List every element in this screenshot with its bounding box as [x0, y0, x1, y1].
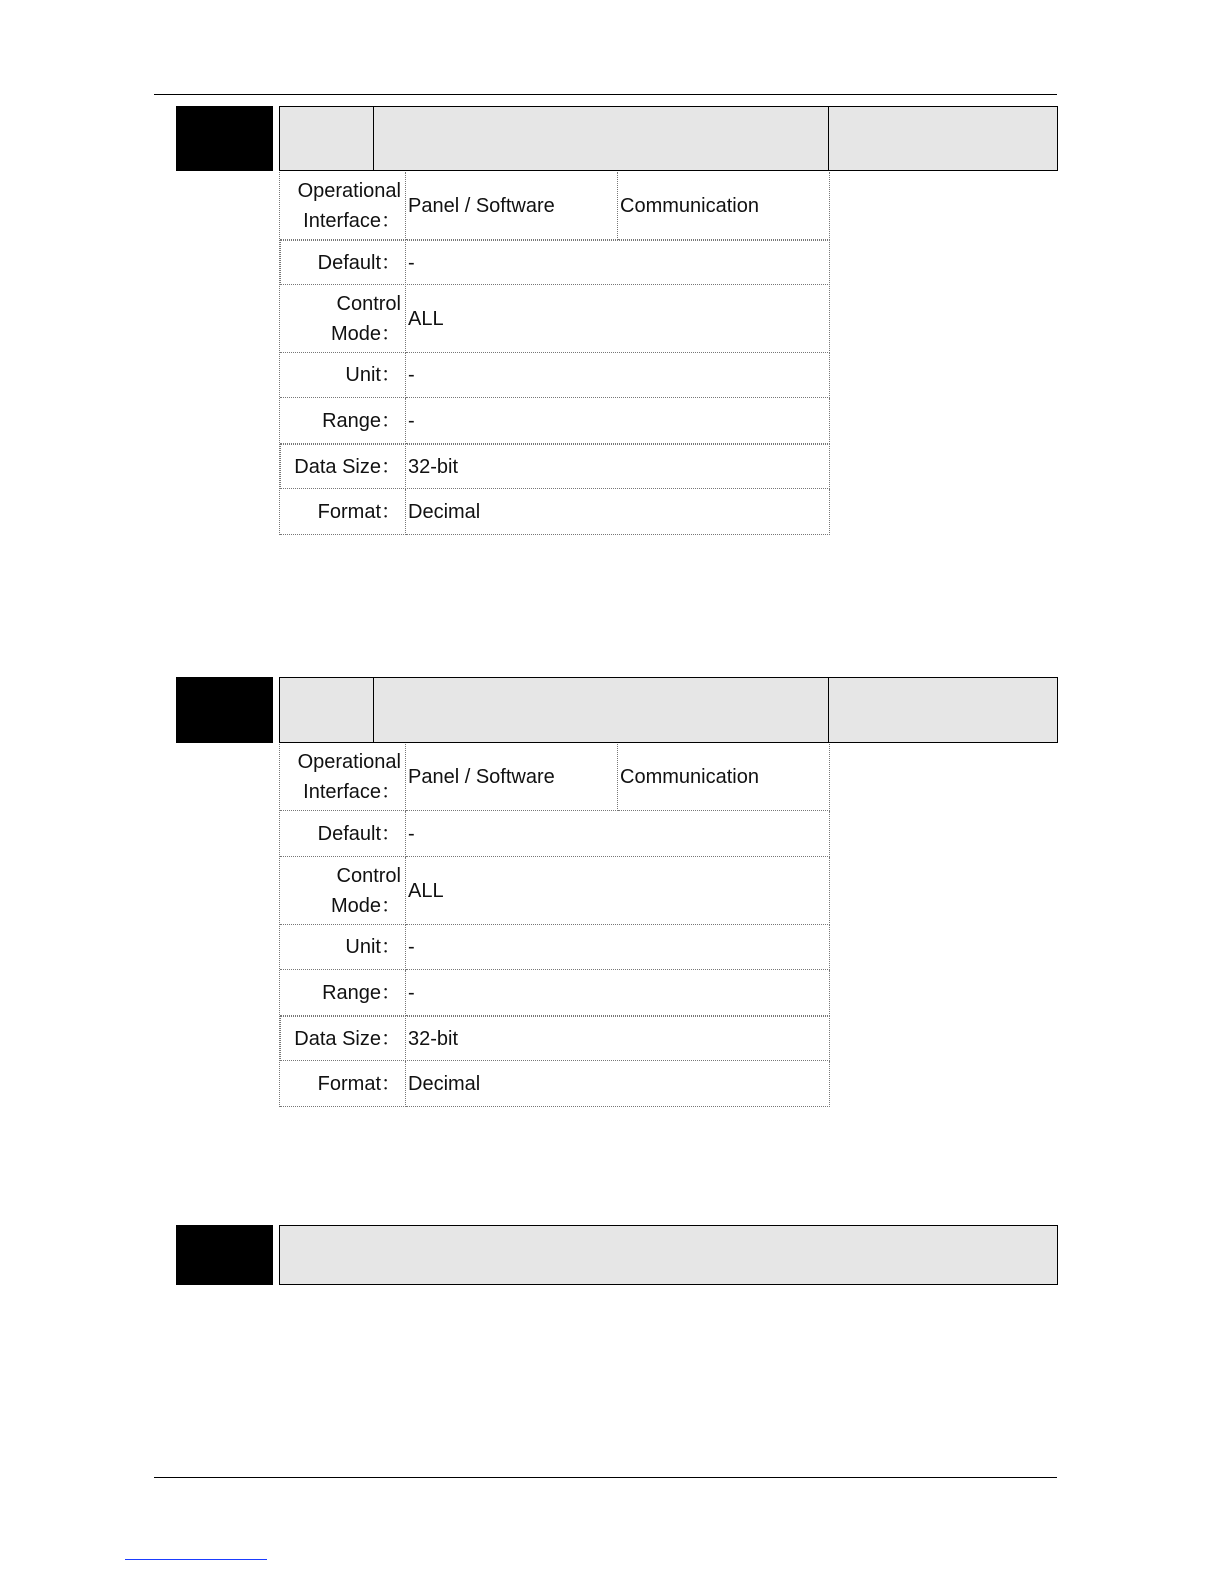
interface-communication: Communication	[618, 744, 830, 811]
unit-value: -	[406, 925, 830, 970]
parameter-1-code-tab	[176, 106, 273, 171]
default-value: -	[405, 240, 830, 285]
parameter-2-header-bar	[279, 677, 1058, 743]
unit-label	[280, 925, 406, 970]
footer-rule	[154, 1477, 1057, 1478]
footer-link-underline[interactable]	[125, 1559, 267, 1560]
range-label	[280, 970, 406, 1016]
control-mode-label	[280, 286, 406, 353]
format-label-text: Format：	[317, 1072, 401, 1095]
unit-label-text: Unit：	[345, 936, 401, 958]
control-mode-label-line1: Control	[336, 864, 401, 887]
format-label	[280, 489, 406, 535]
interface-label-line2: Interface：	[303, 209, 401, 232]
unit-label	[280, 353, 406, 398]
default-label	[280, 811, 406, 857]
default-value: -	[406, 811, 830, 857]
range-label-text: Range：	[322, 409, 401, 432]
data-size-label	[280, 444, 406, 489]
header-divider	[373, 107, 374, 170]
header-divider	[828, 107, 829, 170]
control-mode-label-line2: Mode：	[330, 323, 401, 345]
range-label	[280, 398, 406, 444]
section-3-code-tab	[176, 1225, 273, 1285]
format-label	[280, 1061, 406, 1107]
data-size-value: 32-bit	[405, 1016, 830, 1061]
header-divider	[373, 678, 374, 742]
default-label-text: Default：	[317, 822, 401, 845]
range-label-text: Range：	[322, 981, 401, 1004]
control-mode-value: ALL	[406, 857, 830, 925]
format-value: Decimal	[406, 489, 830, 535]
interface-panel-software: Panel / Software	[406, 172, 618, 240]
interface-label	[280, 172, 406, 240]
parameter-1-header-bar	[279, 106, 1058, 171]
interface-label	[280, 744, 406, 811]
unit-label-text: Unit：	[345, 364, 401, 386]
control-mode-label-line1: Control	[336, 293, 401, 315]
table-left-border	[279, 172, 280, 535]
range-value: -	[406, 398, 830, 444]
control-mode-value: ALL	[406, 286, 830, 353]
default-label	[280, 240, 406, 285]
control-mode-label-line2: Mode：	[330, 894, 401, 917]
data-size-label-text: Data Size：	[294, 455, 401, 478]
data-size-label-text: Data Size：	[294, 1027, 401, 1050]
interface-label-line1: Operational	[297, 751, 401, 773]
format-value: Decimal	[406, 1061, 830, 1107]
interface-label-line1: Operational	[297, 179, 401, 202]
table-left-border	[279, 744, 280, 1107]
parameter-2-code-tab	[176, 677, 273, 743]
default-label-text: Default：	[317, 251, 401, 274]
unit-value: -	[406, 353, 830, 398]
interface-communication: Communication	[618, 172, 830, 240]
range-value: -	[406, 970, 830, 1016]
section-3-header-bar	[279, 1225, 1058, 1285]
control-mode-label	[280, 857, 406, 925]
data-size-value: 32-bit	[405, 444, 830, 489]
interface-label-line2: Interface：	[303, 781, 401, 803]
header-rule	[154, 94, 1057, 95]
header-divider	[828, 678, 829, 742]
format-label-text: Format：	[317, 500, 401, 523]
data-size-label	[280, 1016, 406, 1061]
interface-panel-software: Panel / Software	[406, 744, 618, 811]
